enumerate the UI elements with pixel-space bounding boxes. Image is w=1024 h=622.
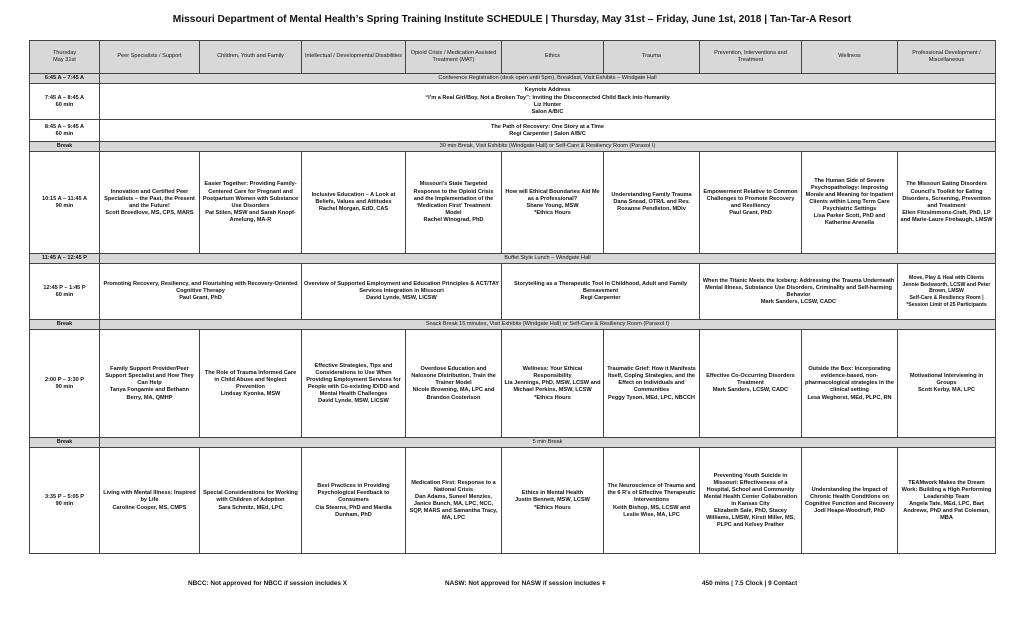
session-cell: Family Support Provider/Peer Support Specialist and How They Can Help Tanya Fongamie and Bethann Berry, MA, QMHP [100, 330, 200, 438]
row-registration [30, 74, 996, 84]
time-cell: 2:00 P – 3:30 P 90 min [30, 330, 100, 438]
header-prevention: Prevention, Interventions and Treatment [700, 41, 802, 74]
time-cell: 10:15 A – 11:45 A 90 min [30, 152, 100, 254]
session-cell: Inclusive Education – A Look at Beliefs, Values and Attitudes Rachel Morgan, EdD, CAS [302, 152, 406, 254]
time-cell: Break [30, 142, 100, 152]
time-cell: Break [30, 438, 100, 448]
hours-total: 450 mins | 7.5 Clock | 9 Contact [702, 580, 798, 587]
session-cell: Effective Co-Occurring Disorders Treatment Mark Sanders, LCSW, CADC [700, 330, 802, 438]
header-wellness: Wellness [802, 41, 898, 74]
break-cell: Snack Break 15 minutes, Visit Exhibits (Windgate Hall) or Self-Care & Resiliency Room (Parasol I) [100, 320, 996, 330]
page-title: Missouri Department of Mental Health’s Spring Training Institute SCHEDULE | Thursday, May 31st – Friday, June 1st, 2018 | Tan-Tar-A Resort [172, 14, 852, 25]
session-cell: Missouri’s State Targeted Response to the Opioid Crisis and the Implementation of the ‘Medication First’ Treatment Model Rachel Winograd, PhD [406, 152, 502, 254]
registration-cell: Conference Registration (desk open until 5pm), Breakfast, Visit Exhibits – Windgate Hall [100, 74, 996, 84]
header-trauma: Trauma [604, 41, 700, 74]
time-cell: Break [30, 320, 100, 330]
session-cell: The Missouri Eating Disorders Council’s Toolkit for Eating Disorders, Screening, Prevention and Treatment Ellen Fitzsimmons-Craft, PhD, LP and Marie-Laure Firebaugh, LMSW [898, 152, 996, 254]
session-cell: Promoting Recovery, Resiliency, and Flourishing with Recovery-Oriented Cognitive Therapy Paul Grant, PhD [100, 264, 302, 320]
break-cell: 5 min Break [100, 438, 996, 448]
time-cell: 12:45 P – 1:45 P 60 min [30, 264, 100, 320]
row-path-of-recovery [30, 120, 996, 142]
header-professional-development: Professional Development / Miscellaneous [898, 41, 996, 74]
header-idd: Intellectual / Developmental Disabilities [302, 41, 406, 74]
session-cell: Special Considerations for Working with Children of Adoption Sara Schmitz, MEd, LPC [200, 448, 302, 554]
session-cell: Understanding Family Trauma Dana Snead, OTR/L and Rev. Roxanne Pendleton, MDiv [604, 152, 700, 254]
header-ethics: Ethics [502, 41, 604, 74]
session-cell: Medication First: Response to a National Crisis Dan Adams, Suneel Menzies, Janice Bunch, MA, LPC, NCC, SQP, MARS and Samantha Tracy, MA, LPC [406, 448, 502, 554]
session-cell: Preventing Youth Suicide in Missouri: Effectiveness of a Hospital, School and Community Mental Health Center Collaboration in Kansas City Elizabeth Sale, PhD, Stacey Williams, LMSW, Kirsti Miller, MS, PLPC and Kelsey Prather [700, 448, 802, 554]
session-cell: Overdose Education and Naloxone Distribution, Train the Trainer Model Nicole Browning, MA, LPC and Brandon Costerison [406, 330, 502, 438]
session-cell: When the Titanic Meets the Iceberg: Addressing the Trauma Underneath Mental Illness, Substance Use Disorders, Criminality and Self-harming Behavior Mark Sanders, LCSW, CADC [700, 264, 898, 320]
session-cell: Empowerment Relative to Common Challenges to Promote Recovery and Resiliency Paul Grant, PhD [700, 152, 802, 254]
session-cell: Storytelling as a Therapeutic Tool in Childhood, Adult and Family Bereavement Regi Carpenter [502, 264, 700, 320]
header-children-youth-family: Children, Youth and Family [200, 41, 302, 74]
session-cell: Easier Together: Providing Family-Centered Care for Pregnant and Postpartum Women with Substance Use Disorders Pat Stilen, MSW and Sarah Knopf-Amelung, MA-R [200, 152, 302, 254]
header-row [30, 41, 996, 74]
break-cell: 30 min Break, Visit Exhibits (Windgate Hall) or Self-Care & Resiliency Room (Parasol I) [100, 142, 996, 152]
session-cell: Ethics in Mental Health Justin Bennett, MSW, LCSW *Ethics Hours [502, 448, 604, 554]
schedule-table [29, 40, 996, 554]
session-cell: Effective Strategies, Tips and Considerations to Use When Providing Employment Services for People with Co-existing ID/DD and Mental Health Challenges David Lynde, MSW, LICSW [302, 330, 406, 438]
session-cell: The Role of Trauma Informed Care in Child Abuse and Neglect Prevention Lindsay Kyonka, MSW [200, 330, 302, 438]
nasw-note: NASW: Not approved for NASW if session includes ǂ [445, 580, 606, 587]
row-keynote [30, 84, 996, 120]
session-cell: How will Ethical Boundaries Aid Me as a Professional? Shane Young, MSW *Ethics Hours [502, 152, 604, 254]
row-snack-break [30, 320, 996, 330]
time-cell: 7:45 A – 8:45 A 60 min [30, 84, 100, 120]
session-cell: Living with Mental Illness: Inspired by Life Caroline Cooper, MS, CMPS [100, 448, 200, 554]
time-cell: 6:45 A – 7:45 A [30, 74, 100, 84]
session-cell: Outside the Box: Incorporating evidence-based, non-pharmacological strategies in the clinical setting Lesa Weghorst, MEd, PLPC, RN [802, 330, 898, 438]
time-cell: 3:35 P – 5:05 P 90 min [30, 448, 100, 554]
session-cell: Best Practices in Providing Psychological Feedback to Consumers Cia Stearns, PhD and Mardia Dunham, PhD [302, 448, 406, 554]
session-cell: Overview of Supported Employment and Education Principles & ACT/TAY Services Integration in Missouri David Lynde, MSW, LICSW [302, 264, 502, 320]
session-cell: The Human Side of Severe Psychopathology: Improving Morale and Meaning for Inpatient Clients within Long Term Care Psychiatric Settings Lisa Parker Scott, PhD and Katherine Arenella [802, 152, 898, 254]
session-cell: TEAMwork Makes the Dream Work: Building a High Performing Leadership Team Angela Tate, MEd, LPC, Bart Andrews, PhD and Pat Coleman, MBA [898, 448, 996, 554]
lunch-cell: Buffet Style Lunch – Windgate Hall [100, 254, 996, 264]
row-lunch [30, 254, 996, 264]
row-session-335 [30, 448, 996, 554]
path-of-recovery-cell: The Path of Recovery: One Story at a Time Regi Carpenter | Salon A/B/C [100, 120, 996, 142]
session-cell: Move, Play & Heal with Clients Jennie Bedsworth, LCSW and Peter Brown, LMSW Self-Care & Resiliency Room | *Session Limit of 25 Participants [898, 264, 996, 320]
session-cell: Traumatic Grief: How it Manifests Itself, Coping Strategies, and the Effect on Individuals and Communities Peggy Tyson, MEd, LPC, NBCCH [604, 330, 700, 438]
time-cell: 8:45 A – 9:45 A 60 min [30, 120, 100, 142]
row-session-1245 [30, 264, 996, 320]
row-break-5 [30, 438, 996, 448]
session-cell: The Neuroscience of Trauma and the 6 R’s of Effective Therapeutic Interventions Keith Bishop, MS, LCSW and Leslie Wise, MA, LPC [604, 448, 700, 554]
session-cell: Motivational Interviewing in Groups Scott Kerby, MA, LPC [898, 330, 996, 438]
session-cell: Wellness: Your Ethical Responsibility Lia Jennings, PhD, MSW, LCSW and Michael Perkins, MSW, LCSW *Ethics Hours [502, 330, 604, 438]
session-cell: Innovation and Certified Peer Specialists – the Past, the Present and the Future! Scott Breedlove, MS, CPS, MARS [100, 152, 200, 254]
row-session-1015 [30, 152, 996, 254]
row-session-200 [30, 330, 996, 438]
keynote-cell: Keynote Address “I’m a Real Girl/Boy, Not a Broken Toy”: Inviting the Disconnected Child Back into Humanity Liz Hunter Salon A/B/C [100, 84, 996, 120]
time-cell: 11:45 A – 12:45 P [30, 254, 100, 264]
header-peer-specialists: Peer Specialists / Support [100, 41, 200, 74]
header-opioid-crisis: Opioid Crisis / Medication Assisted Treatment (MAT) [406, 41, 502, 74]
row-break-30 [30, 142, 996, 152]
session-cell: Understanding the Impact of Chronic Health Conditions on Cognitive Function and Recovery Jodi Heape-Woodruff, PhD [802, 448, 898, 554]
nbcc-note: NBCC: Not approved for NBCC if session includes X [188, 580, 348, 587]
header-day: Thursday May 31st [30, 41, 100, 74]
